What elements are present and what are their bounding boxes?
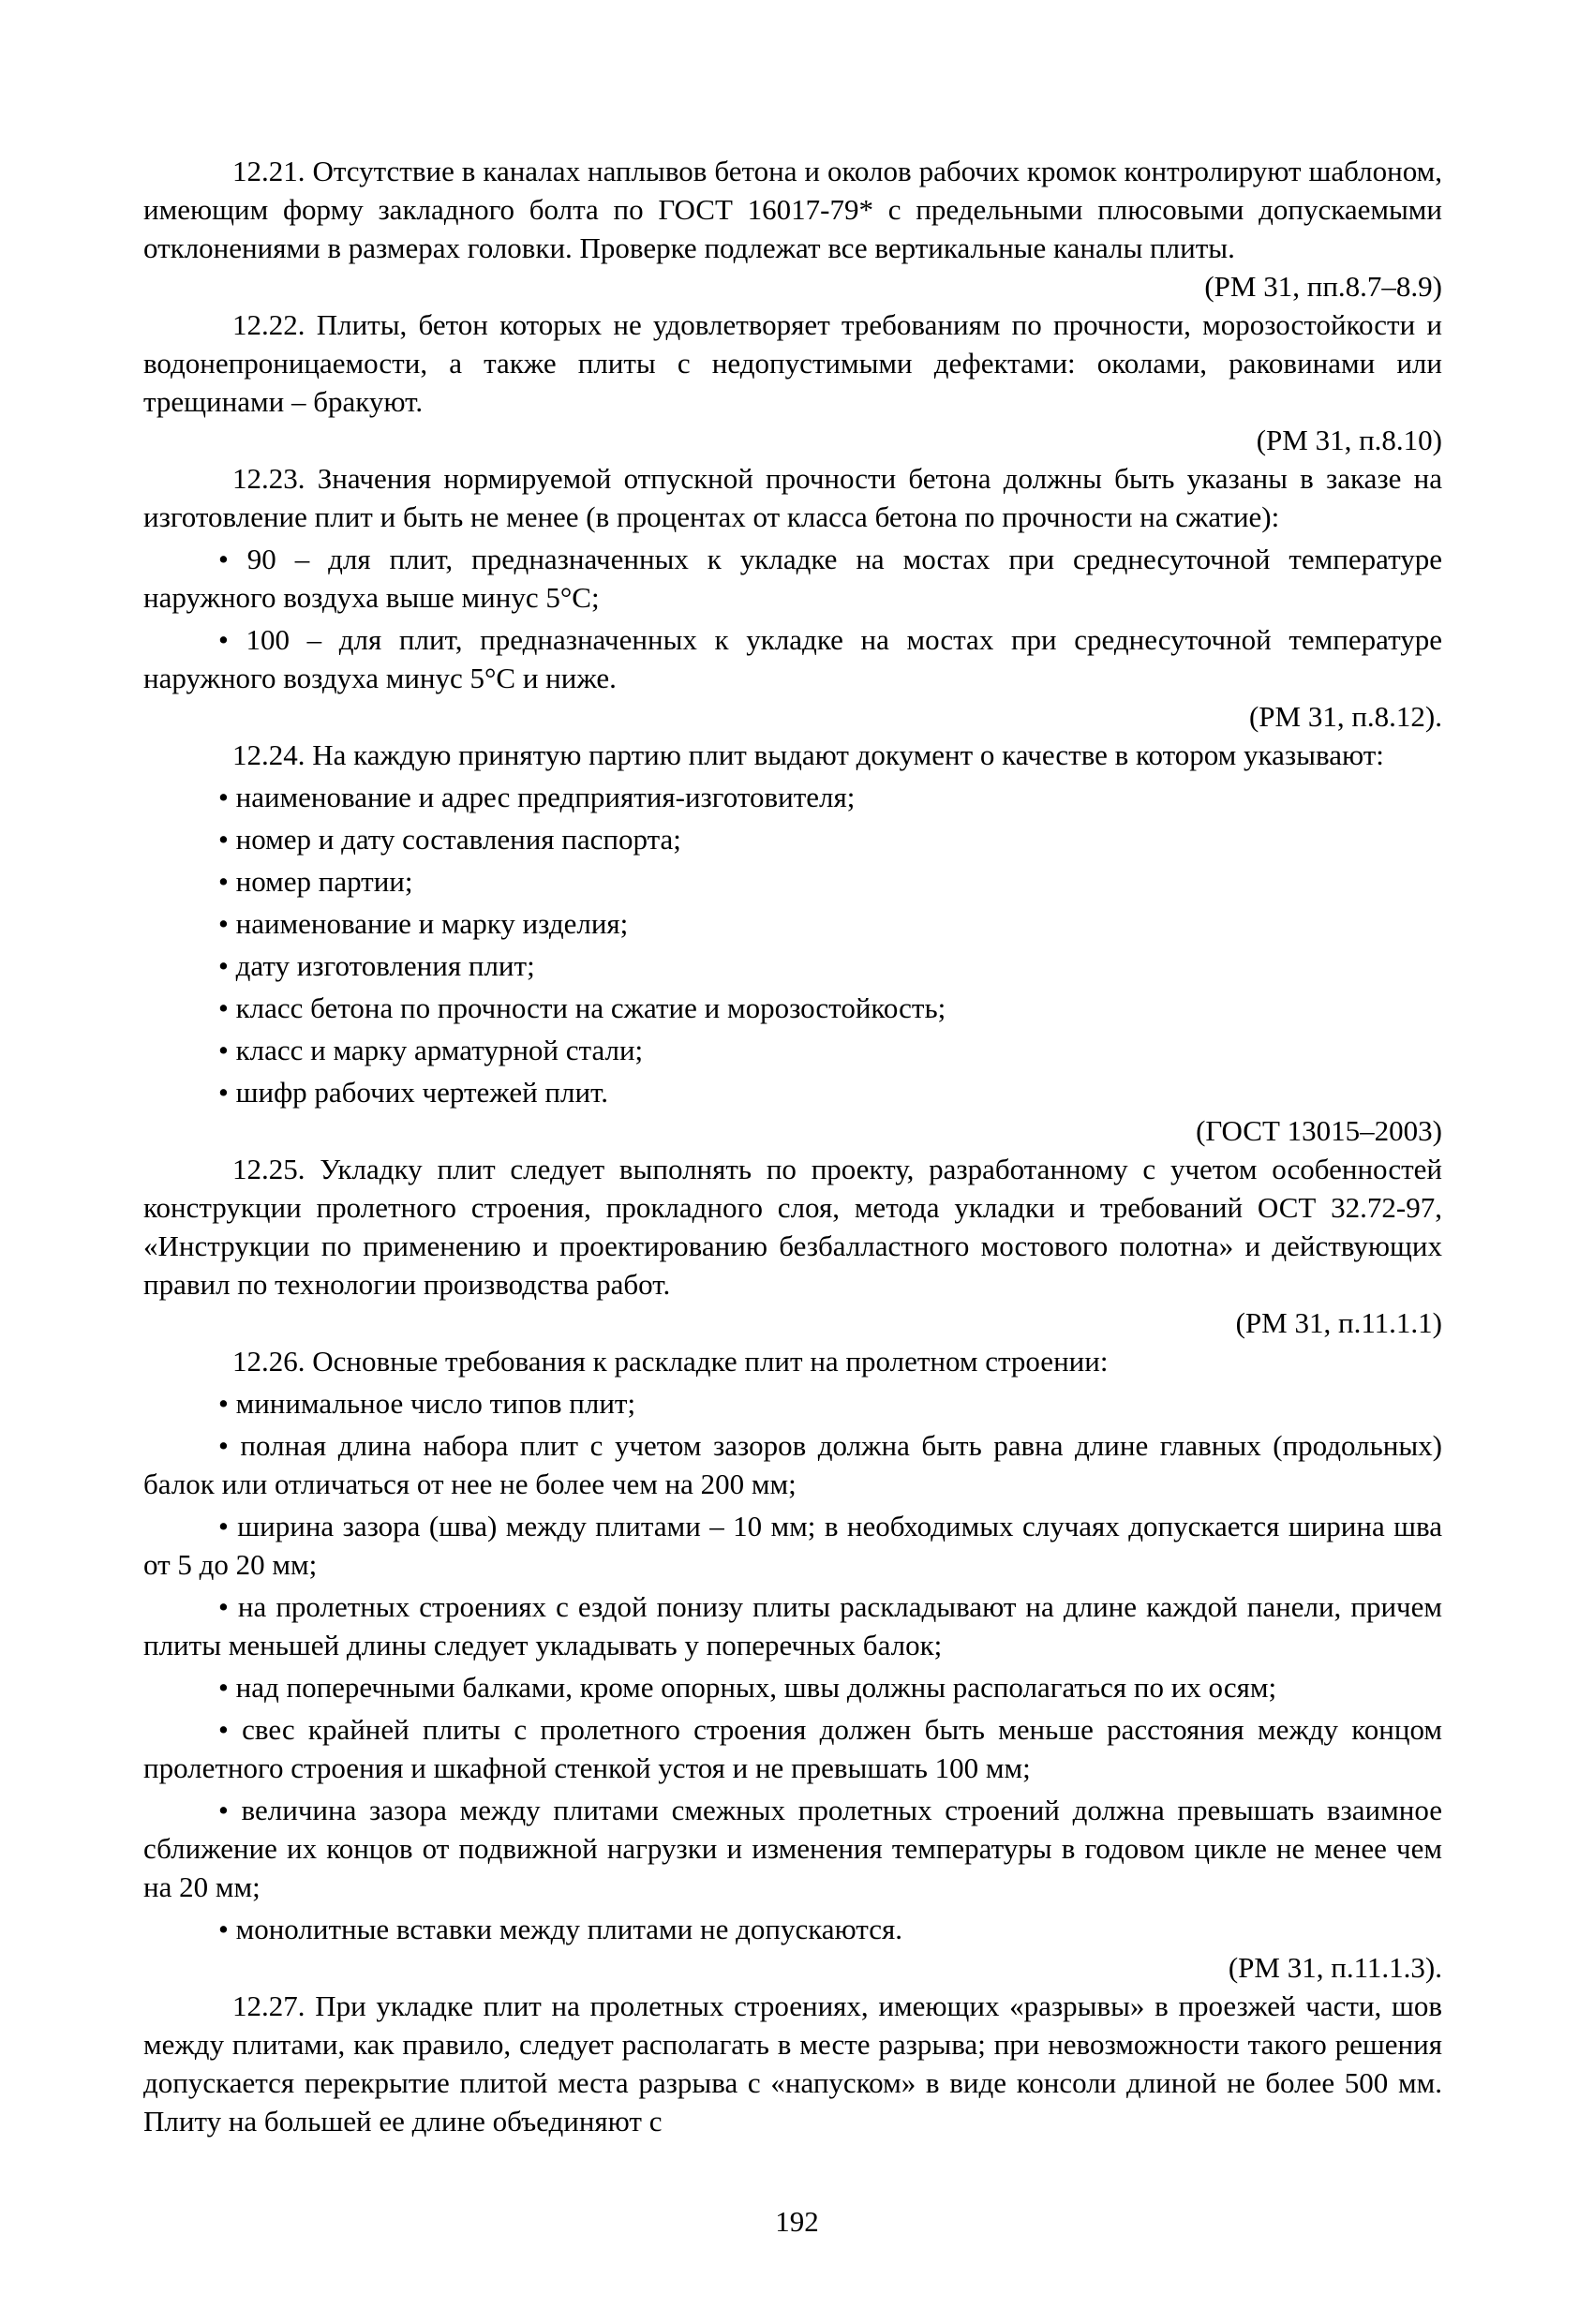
paragraph-12-22: 12.22. Плиты, бетон которых не удовлетворяет требованиям по прочности, морозостойкости и водонепроницаемости, а также плиты с недопустимыми дефектами: околами, раковинами или трещинами – бракуют. bbox=[143, 308, 1442, 418]
list-item: • на пролетных строениях с ездой понизу плиты раскладывают на длине каждой панели, причем плиты меньшей длины следует укладывать у поперечных балок; bbox=[143, 1590, 1442, 1661]
list-item: • шифр рабочих чертежей плит. bbox=[218, 1076, 609, 1109]
reference-12-21: (РМ 31, пп.8.7–8.9) bbox=[1204, 270, 1442, 303]
reference-12-23: (РМ 31, п.8.12). bbox=[1248, 700, 1442, 733]
list-item: • класс и марку арматурной стали; bbox=[218, 1034, 644, 1066]
list-item: • номер партии; bbox=[218, 865, 413, 898]
page-number: 192 bbox=[775, 2205, 819, 2238]
bullet-12-23-2: • 100 – для плит, предназначенных к укладке на мостах при среднесуточной температуре наружного воздуха минус 5°С и ниже. bbox=[143, 623, 1442, 694]
reference-12-24: (ГОСТ 13015–2003) bbox=[1196, 1114, 1442, 1147]
reference-12-25: (РМ 31, п.11.1.1) bbox=[1235, 1306, 1442, 1339]
list-item: • наименование и адрес предприятия-изготовителя; bbox=[218, 781, 856, 813]
list-item: • величина зазора между плитами смежных пролетных строений должна превышать взаимное сближение их концов от подвижной нагрузки и изменения температуры в годовом цикле не менее чем на 20 мм; bbox=[143, 1794, 1442, 1903]
text-column bbox=[143, 152, 1442, 2140]
paragraph-12-25: 12.25. Укладку плит следует выполнять по проекту, разработанному с учетом особенностей конструкции пролетного строения, прокладного слоя, метода укладки и требований ОСТ 32.72-97, «Инструкции по применению и проектированию безбалластного мостового полотна» и действующих правил по технологии производства работ. bbox=[143, 1153, 1442, 1301]
list-item: • класс бетона по прочности на сжатие и морозостойкость; bbox=[218, 991, 946, 1024]
paragraph-12-27: 12.27. При укладке плит на пролетных строениях, имеющих «разрывы» в проезжей части, шов между плитами, как правило, следует располагать в месте разрыва; при невозможности такого решения допускается перекрытие плитой места разрыва с «напуском» в виде консоли длиной не более 500 мм. Плиту на большей ее длине объединяют с bbox=[143, 1989, 1442, 2138]
paragraph-12-23: 12.23. Значения нормируемой отпускной прочности бетона должны быть указаны в заказе на изготовление плит и быть не менее (в процентах от класса бетона по прочности на сжатие): bbox=[143, 462, 1442, 533]
list-item: • наименование и марку изделия; bbox=[218, 907, 629, 940]
list-item: • минимальное число типов плит; bbox=[218, 1387, 636, 1420]
list-item: • монолитные вставки между плитами не допускаются. bbox=[218, 1913, 902, 1945]
list-item: • над поперечными балками, кроме опорных, швы должны располагаться по их осям; bbox=[218, 1671, 1277, 1704]
paragraph-12-26: 12.26. Основные требования к раскладке плит на пролетном строении: bbox=[232, 1345, 1109, 1378]
reference-12-26: (РМ 31, п.11.1.3). bbox=[1228, 1951, 1442, 1984]
list-item: • дату изготовления плит; bbox=[218, 949, 535, 982]
paragraph-12-21: 12.21. Отсутствие в каналах наплывов бетона и околов рабочих кромок контролируют шаблоном, имеющим форму закладного болта по ГОСТ 16017-79* с предельными плюсовыми допускаемыми отклонениями в размерах головки. Проверке подлежат все вертикальные каналы плиты. bbox=[143, 155, 1442, 264]
list-item: • полная длина набора плит с учетом зазоров должна быть равна длине главных (продольных) балок или отличаться от нее не более чем на 200 мм; bbox=[143, 1429, 1442, 1500]
list-item: • ширина зазора (шва) между плитами – 10 мм; в необходимых случаях допускается ширина шва от 5 до 20 мм; bbox=[143, 1510, 1442, 1581]
paragraph-12-24: 12.24. На каждую принятую партию плит выдают документ о качестве в котором указывают: bbox=[232, 738, 1384, 771]
list-item: • номер и дату составления паспорта; bbox=[218, 823, 681, 856]
list-item: • свес крайней плиты с пролетного строения должен быть меньше расстояния между концом пролетного строения и шкафной стенкой устоя и не превышать 100 мм; bbox=[143, 1713, 1442, 1784]
reference-12-22: (РМ 31, п.8.10) bbox=[1256, 424, 1442, 456]
bullet-12-23-1: • 90 – для плит, предназначенных к укладке на мостах при среднесуточной температуре наружного воздуха выше минус 5°С; bbox=[143, 543, 1442, 614]
